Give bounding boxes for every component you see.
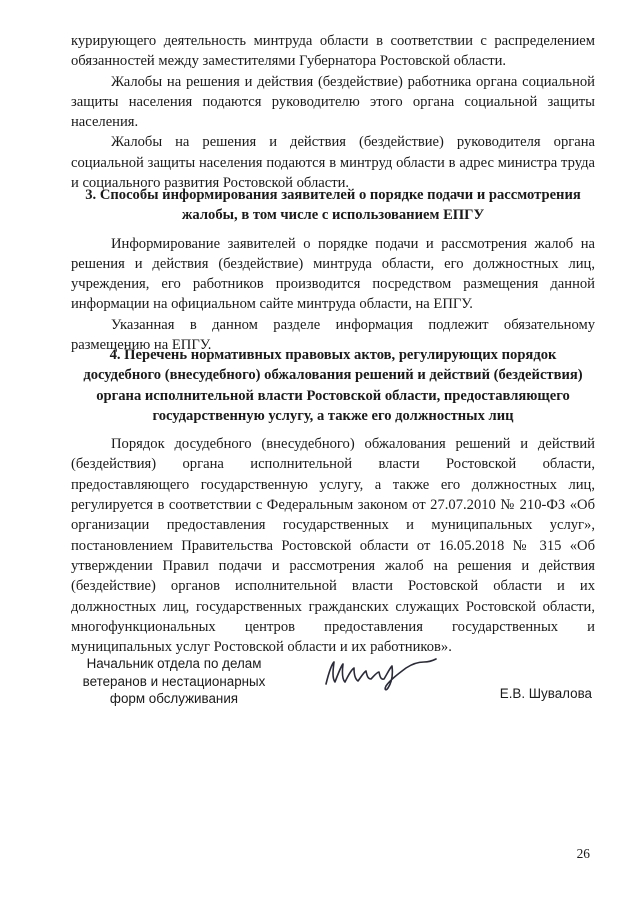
paragraph: Жалобы на решения и действия (бездействие) работника органа социальной защиты населения подаются руководителю этого органа социальной защиты населения. [71, 73, 595, 131]
position-line: Начальник отдела по делам [86, 656, 262, 671]
section-3-heading [71, 185, 595, 226]
heading-line: жалобы, в том числе с использованием ЕПГУ [181, 207, 485, 224]
heading-line: досудебного (внесудебного) обжалования решений и действий (бездействия) [83, 367, 583, 384]
heading-line: государственную услугу, а также его должностных лиц [152, 407, 514, 424]
paragraph: Порядок досудебного (внесудебного) обжалования решений и действий (бездействия) органа исполнительной власти Ростовской области, предоставляющего государственную услугу, а также его должностных лиц, регулируется в соответствии с Федеральным законом от 27.07.2010 № 210-ФЗ «Об организации предоставления государственных и муниципальных услуг», постановлением Правительства Ростовской области от 16.05.2018 № 315 «Об утверждении Правил подачи и рассмотрения жалоб на решения и действия (бездействие) органов исполнительной власти Ростовской области и их должностных лиц, государственных гражданских служащих Ростовской области, многофункциональных центров предоставления государственных и муниципальных услуг Ростовской области и их работников». [71, 436, 595, 656]
heading-line: 3. Способы информирования заявителей о порядке подачи и рассмотрения [85, 187, 581, 203]
heading-line: 4. Перечень нормативных правовых актов, регулирующих порядок [109, 347, 557, 363]
signatory-name: Е.В. Шувалова [499, 686, 592, 701]
section-4 [71, 345, 595, 657]
paragraph: Указанная в данном разделе информация подлежит обязательному размещению на ЕПГУ. [71, 316, 595, 354]
paragraph: Жалобы на решения и действия (бездействие) руководителя органа социальной защиты населения подаются в минтруд области в адрес министра труда и социального развития Ростовской области. [71, 134, 595, 192]
position-line: форм обслуживания [109, 691, 239, 706]
heading-line: органа исполнительной власти Ростовской области, предоставляющего [96, 387, 570, 404]
paragraph: курирующего деятельность минтруда области в соответствии с распределением обязанностей между заместителями Губернатора Ростовской области. [71, 33, 595, 70]
signatory-position [64, 655, 284, 708]
position-line: ветеранов и нестационарных [82, 673, 266, 689]
handwritten-signature [320, 652, 440, 694]
page-number: 26 [576, 846, 590, 861]
section-3 [71, 185, 595, 355]
continued-text-block [71, 31, 595, 193]
section-4-heading [71, 345, 595, 426]
paragraph: Информирование заявителей о порядке подачи и рассмотрения жалоб на решения и действия (бездействие) минтруда области, его должностных лиц, учреждения, его работников производится посредством размещения данной информации на официальном сайте минтруда области, на ЕПГУ. [71, 235, 595, 313]
